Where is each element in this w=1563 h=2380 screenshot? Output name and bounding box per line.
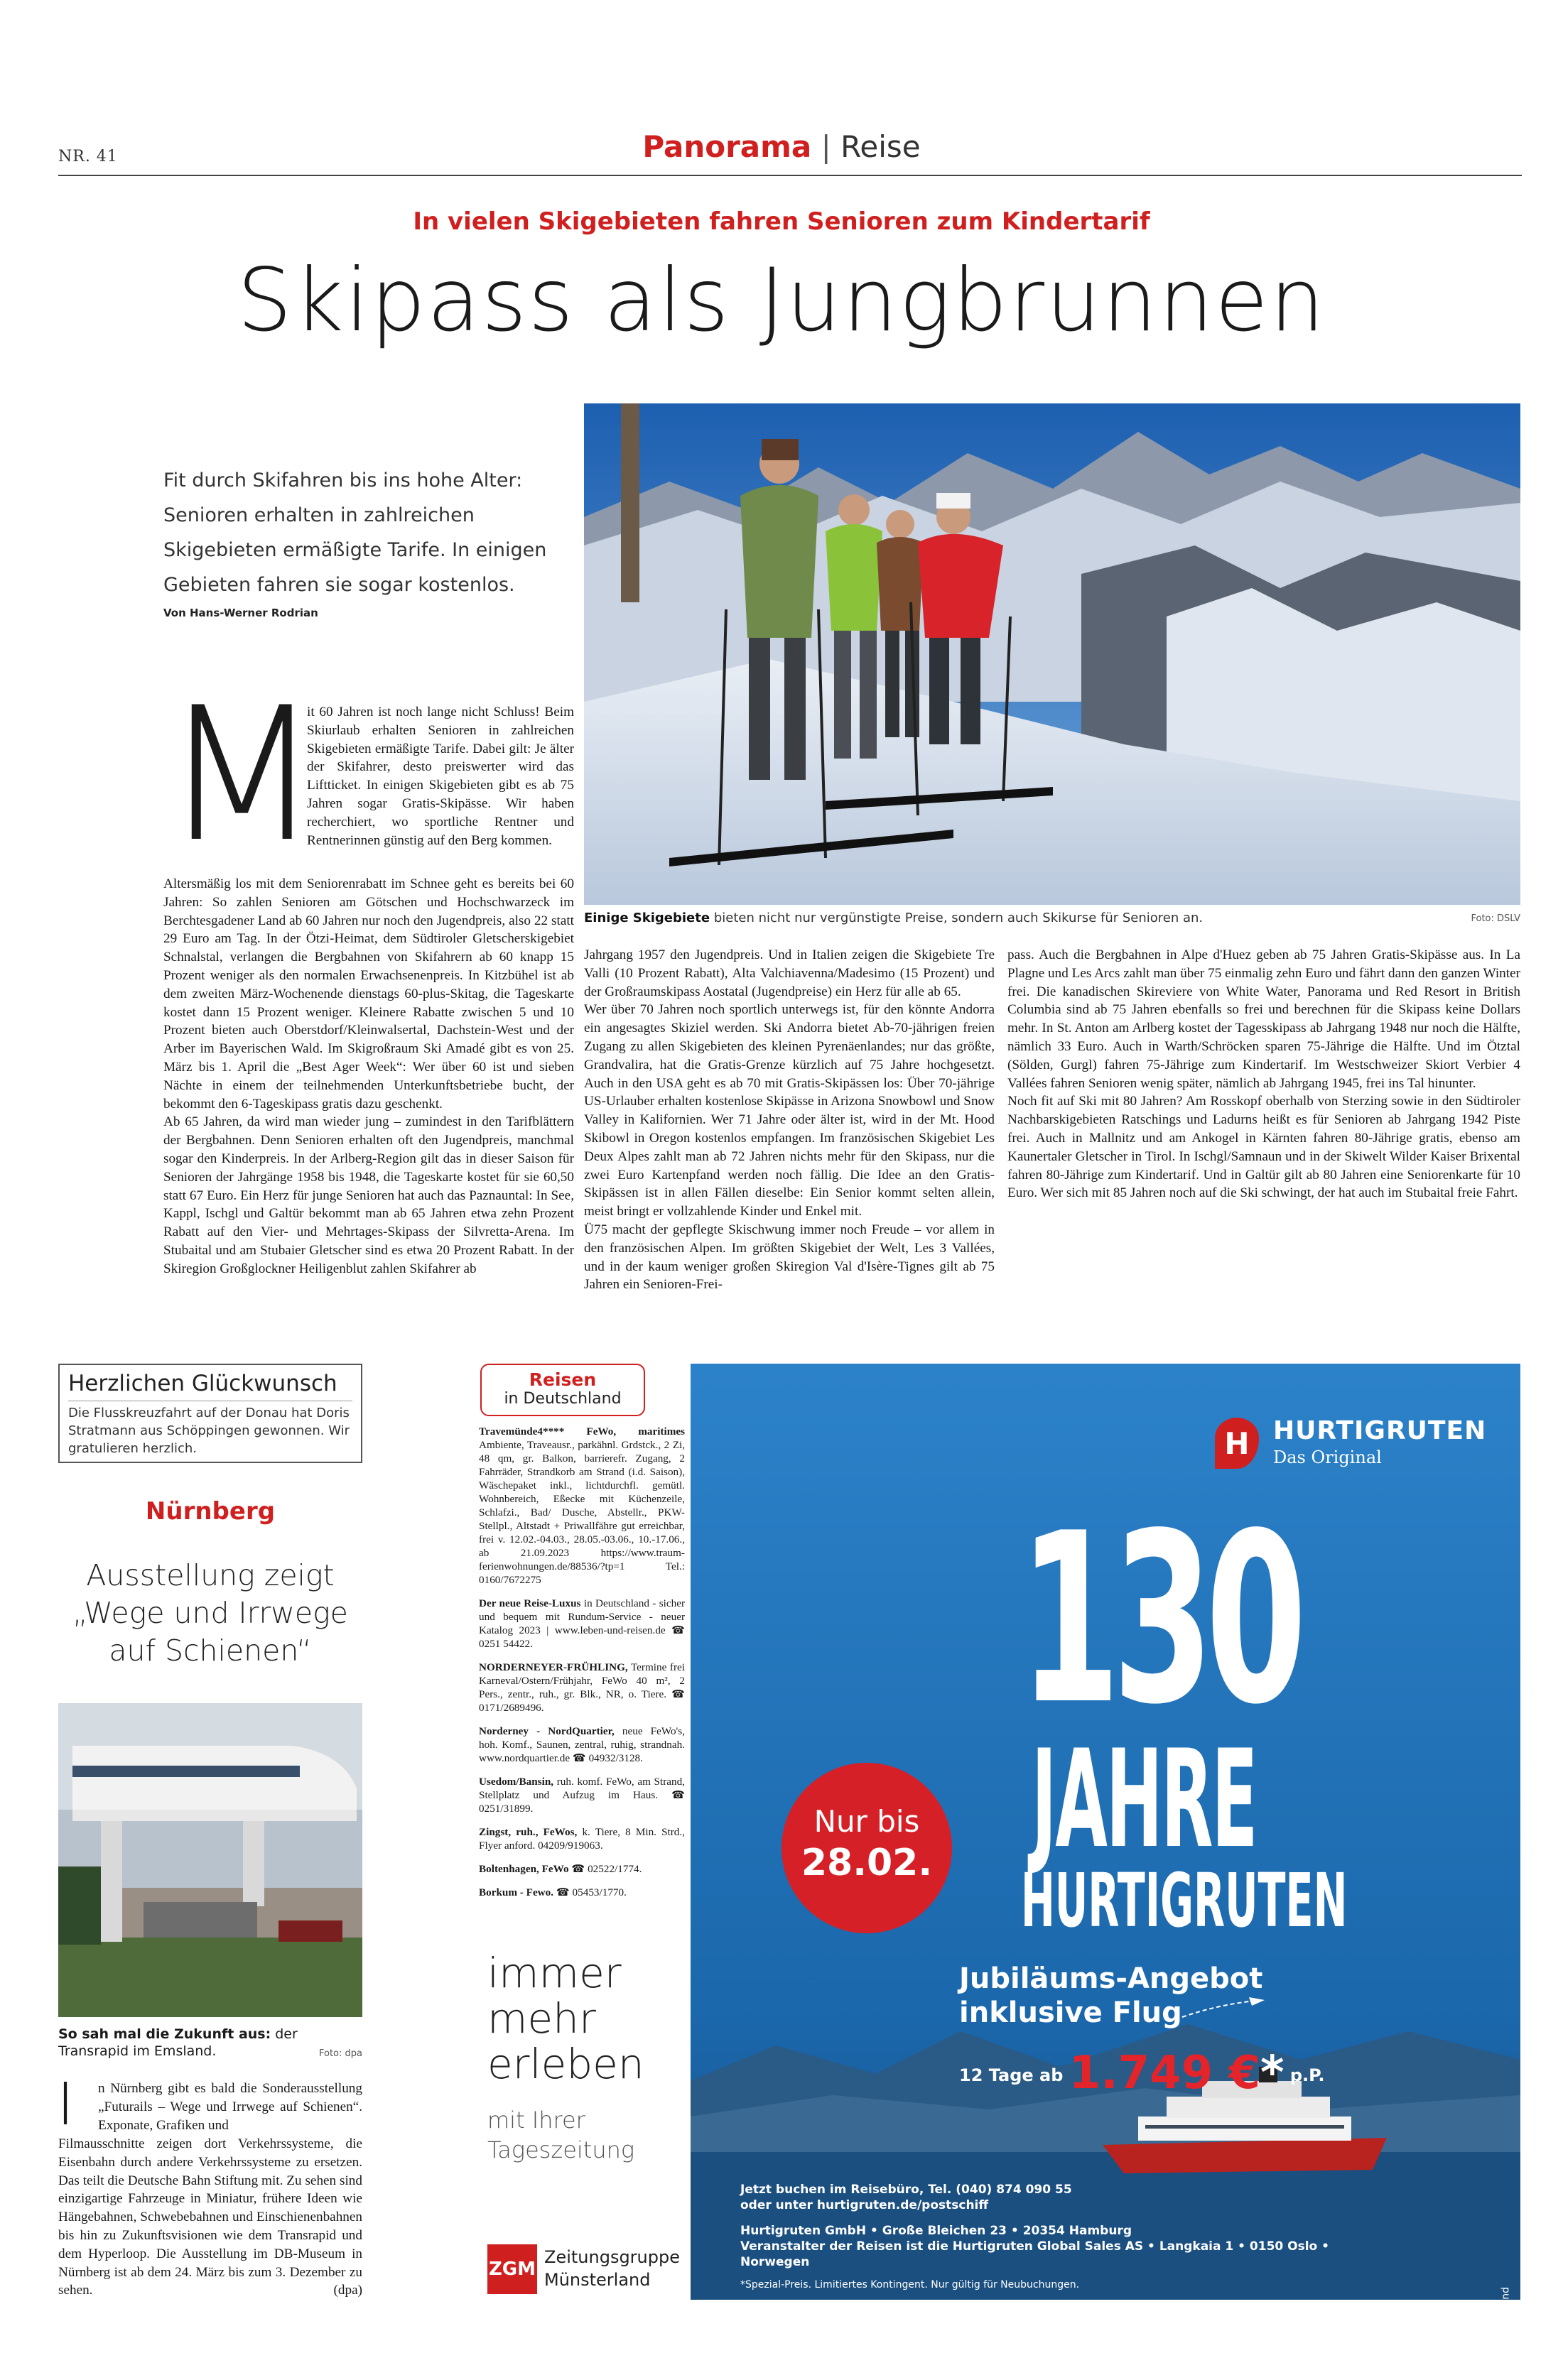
ad-footer	[740, 2182, 1380, 2293]
congrats-body: Die Flusskreuzfahrt auf der Donau hat Doris Stratmann aus Schöppingen gewonnen. Wir gratulieren herzlich.	[68, 1401, 352, 1457]
price-line	[959, 2040, 1325, 2099]
classified-ad	[479, 1597, 685, 1651]
price-value	[1069, 2047, 1285, 2099]
ad-brand-word: HURTIGRUTEN	[1021, 1857, 1348, 1944]
offer-line2: inklusive Flug	[959, 1996, 1182, 2029]
transrapid-caption-lead: So sah mal die Zukunft aus:	[58, 2026, 271, 2042]
ad-number: 130	[1019, 1483, 1299, 1756]
classified-ad-lead: Borkum - Fewo.	[479, 1886, 554, 1898]
classified-ad	[479, 1886, 685, 1899]
photo-credit: Foto: DSLV	[1471, 913, 1520, 924]
transrapid-caption	[58, 2026, 362, 2060]
nuernberg-headline: Ausstellung zeigt „Wege und Irrwege auf Schienen“	[72, 1558, 348, 1668]
hurtigruten-brand-sub: Das Original	[1273, 1447, 1382, 1467]
article-col1: Altersmäßig los mit dem Seniorenrabatt im Schnee geht es bereits bei 60 Jahren: So zahlen Senioren am Götschen und Hochschwarzeck im Berchtesgadener Land ab 60 Jahren nur noch den Jugendpreis, also 22 statt 29 Euro am Tag. In der Ötzi-Heimat, dem Südtiroler Gletscherskigebiet Schnalstal, verlangen die Bergbahnen von Skifahrern ab 60 knapp 15 Prozent weniger als den normalen Erwachsenenpreis. In Kitzbühel ist ab dem zweiten März-Wochenende dienstags 60-plus-Skitag, die Tageskarte kostet dann 15 Prozent weniger. Kleinere Rabatte zwischen 5 und 10 Prozent bieten auch Oberstdorf/Kleinwalsertal, Dachstein-West und der Arber im Bayerischen Wald. Im Skigroßraum Ski Amadé gibt es von 25. März bis 1. April die „Best Ager Week“: Wer über 60 ist und sieben Nächte in einem der teilnehmenden Unterkunftsbetriebe bucht, der bekommt den 6-Tageskipass gratis dazu geschenkt. Ab 65 Jahren, da wird man wieder jung – zumindest in den Tarifblättern der Bergbahnen. Denn Senioren erhalten oft den Jugendpreis, manchmal sogar den Kinderpreis. In der Arlberg-Region gilt das in dieser Saison für Senioren der Jahrgänge 1958 bis 1948, die Tageskarte kostet für sie 60,50 statt 67 Euro. Ein Herz für junge Senioren hat auch das Paznauntal: In See, Kappl, Ischgl und Galtür bekommt man ab 65 Jahren etwa zehn Prozent Rabatt auf den Vier- und Mehrtages-Skipass der Silvretta-Arena. Im Stubaital und am Stubaier Gletscher sind es etwa 20 Prozent Rabatt. In der Skiregion Großglockner Heiligenblut zahlen Skifahrer ab	[163, 876, 574, 1276]
issue-number: NR. 41	[58, 148, 118, 165]
classified-ad-text: Ambiente, Traveausr., parkähnl. Grdstck., 2 Zi, 48 qm, gr. Balkon, barrierefr. Zugang, 2 Fahrräder, Strandkorb am Strand (i.d. Saison), Wäschepaket inkl., lichtdurchfl. gemütl. Wohnbereich, Eßecke mit Küchenzeile, Schlafzi., Bad/ Dusche, Abstellr., PKW-Stellpl., Altstadt + Priwallfähre gut erreichbar, frei v. 12.02.-04.03., 28.05.-03.06., 10.-17.06., ab 21.09.2023 https://www.traum-ferienwohnungen.de/88536/?tp=1 Tel.: 0160/7672275	[479, 1439, 685, 1586]
classified-ad-lead: Travemünde4**** FeWo, maritimes	[479, 1425, 685, 1438]
nuernberg-source: (dpa)	[333, 2283, 362, 2298]
ski-photo-illustration	[584, 403, 1520, 905]
classified-ad-text: ☎ 05453/1770.	[556, 1886, 627, 1898]
classified-ad-text: Termine frei Karneval/Ostern/Frühjahr, FeWo 40 m², 2 Pers., zentr., ruh., gr. Blk., NR, o. Tiere. ☎ 0171/2689496.	[479, 1661, 685, 1714]
article-kicker: In vielen Skigebieten fahren Senioren zum Kindertarif	[413, 207, 1150, 236]
zgm-logo	[487, 2244, 686, 2294]
deadline-badge	[782, 1763, 952, 1933]
hurtigruten-logo-mark: H	[1215, 1418, 1259, 1469]
deadline-date: 28.02.	[801, 1842, 933, 1884]
section-name: Panorama	[642, 129, 812, 164]
nuernberg-dropcap: I	[57, 2071, 75, 2139]
ad-jahre: JAHRE	[1032, 1721, 1257, 1878]
classified-ad-lead: Boltenhagen, FeWo	[479, 1863, 569, 1875]
article-teaser: Fit durch Skifahren bis ins hohe Alter: Senioren erhalten in zahlreichen Skigebieten ermäßigte Tarife. In einigen Gebieten fahren sie sogar kostenlos.	[163, 469, 547, 596]
classified-ad-text: in Deutschland - sicher und bequem mit Rundum-Service - neuer Katalog 2023 | www.leben-und-reisen.de ☎ 0251 54422.	[479, 1597, 686, 1650]
classified-ad-text: ☎ 02522/1774.	[571, 1863, 642, 1875]
photo-caption-text: bieten nicht nur vergünstigte Preise, sondern auch Skikurse für Senioren an.	[713, 911, 1204, 925]
reisen-title: Reisen	[529, 1369, 597, 1390]
nuernberg-kicker: Nürnberg	[145, 1497, 276, 1526]
zgm-name: Zeitungsgruppe Münsterland	[544, 2247, 680, 2290]
classified-ad-text: k. Tiere, 8 Min. Strd., Flyer anford. 04209/919063.	[479, 1826, 685, 1852]
photo-caption-lead: Einige Skigebiete	[584, 911, 710, 925]
congrats-box	[58, 1364, 362, 1463]
classified-ad-lead: Usedom/Bansin,	[479, 1776, 554, 1788]
ad-operator: Veranstalter der Reisen ist die Hurtigruten Global Sales AS • Langkaia 1 • 0150 Oslo • Norwegen	[740, 2239, 1330, 2269]
classified-ads	[479, 1425, 685, 1909]
article-col3: pass. Auch die Bergbahnen in Alpe d'Huez geben ab 75 Jahren Gratis-Skipässe aus. In La Plagne und Les Arcs zahlt man über 75 einmalig zehn Euro und fährt dann den ganzen Winter frei. Die kanadischen Skireviere von White Water, Panorama und Red Resort in British Columbia sind ab 75 Jahren ebenfalls so frei und berechnen für die Skipass keine Dollars mehr. In St. Anton am Arlberg kostet der Tagesskipass ab Jahrgang 1948 nur noch die Hälfte, nämlich 33 Euro. Auch in Warth/Schröcken sparen 75-Jährige die Hälfte. Und im Ötztal (Sölden, Gurgl) fahren 75-Jährige zum Kindertarif. Im Westschweizer Skiort Verbier 4 Vallées fahren Senioren wenig später, nämlich ab Jahrgang 1945, frei ins Tal hinunter. Noch fit auf Ski mit 80 Jahren? Am Rosskopf oberhalb von Sterzing sowie in den Südtiroler Nachbarskigebieten Ratschings und Ladurns heißt es für Senioren ab Jahrgang 1942 Piste frei. Auch in Mallnitz und am Ankogel in Kärnten fahren 80-Jährige gratis, ebenso am Kaunertaler Gletscher in Tirol. In Ischgl/Samnaun und in der Skiwelt Wilder Kaiser Brixental fahren 80-Jährige zum Kindertarif. Und in Galtür gilt ab 80 Jahren eine Seniorenkarte für 10 Euro. Wer sich mit 85 Jahren noch auf die Ski schwingt, der hat auch im Stubaital freie Fahrt.	[1007, 947, 1520, 1201]
transrapid-caption-text: der Transrapid im Emsland.	[58, 2026, 298, 2059]
hurtigruten-ad[interactable]	[691, 1364, 1520, 2380]
header-rule	[58, 175, 1522, 176]
classified-ad-lead: Zingst, ruh., FeWos,	[479, 1826, 578, 1838]
section-header	[0, 129, 1563, 164]
price-amount: 1.749 €	[1069, 2047, 1261, 2099]
congrats-title: Herzlichen Glückwunsch	[68, 1371, 337, 1396]
classified-ad-text: neue FeWo's, hoh. Komf., Saunen, zentral, ruhig, strandnah. www.nordquartier.de ☎ 04932/3128.	[479, 1725, 686, 1764]
newspaper-promo	[487, 1950, 686, 2165]
hurtigruten-brand: HURTIGRUTEN	[1273, 1416, 1487, 1445]
article-col2: Jahrgang 1957 den Jugendpreis. Und in Italien zeigen die Skigebiete Tre Valli (10 Prozent Rabatt), Alta Valchiavenna/Madesimo (15 Prozent) und der Großraumskipass Aostatal (Jugendpreise) ein Herz für alle ab 65. Wer über 70 Jahren noch sportlich unterwegs ist, für den könnte Andorra ein angesagtes Skiziel werden. Ski Andorra bietet Ab-70-jährigen freien Zugang zu allen Skigebieten des kleinen Pyrenäenlandes; nur das größte, Grandvalira, hat die Gratis-Grenze kürzlich auf 75 Jahre hochgesetzt. Auch in den USA geht es ab 70 mit Gratis-Skipässen los: Über 70-jährige US-Urlauber erhalten kostenlose Skipässe in Arizona Snowbowl und Snow Valley in Kalifornien. Wer 71 Jahre oder älter ist, wird in der Mt. Hood Skibowl in Oregon kostenlos empfangen. Im französischen Skigebiet Les Deux Alpes zahlt man ab 72 Jahren nichts mehr für den Skipass, nur die zwei Euro Kartenpfand werden noch fällig. Die Idee an den Gratis-Skipässen ist in allen Fällen dieselbe: Ein Senior kommt selten allein, meist bringt er vollzahlende Kinder und Enkel mit. Ü75 macht der gepflegte Skischwung immer noch Freude – vor allem in den französischen Alpen. Im größten Skigebiet der Welt, Les 3 Vallées, und in der kaum weniger großen Skiregion Val d'Isère-Tignes gilt ab 75 Jahren ein Senioren-Frei-	[584, 947, 995, 1293]
transrapid-credit: Foto: dpa	[318, 2048, 362, 2059]
dropcap: M	[162, 668, 322, 883]
article-headline: Skipass als Jungbrunnen	[237, 250, 1326, 351]
deadline-label: Nur bis	[813, 1804, 920, 1839]
ad-company: Hurtigruten GmbH • Große Bleichen 23 • 20354 Hamburg	[740, 2224, 1132, 2238]
classified-ad	[479, 1661, 685, 1715]
reisen-header	[480, 1364, 645, 1416]
article-byline: Von Hans-Werner Rodrian	[163, 607, 318, 619]
airplane-icon	[1181, 1996, 1266, 2024]
classified-ad-lead: NORDERNEYER-FRÜHLING,	[479, 1661, 628, 1673]
ad-booking-url: oder unter hurtigruten.de/postschiff	[740, 2198, 989, 2212]
price-star: *	[1260, 2047, 1285, 2099]
nuernberg-body-text: Filmausschnitte zeigen dort Verkehrssysteme, die Eisenbahn durch andere Verkehrssysteme zu ersetzen. Das teilt die Deutsche Bahn Stiftung mit. Zu sehen sind einzigartige Fahrzeuge in Miniatur, frühere Ideen wie Hängebahnen, Schwebebahnen und Einschienenbahnen bis hin zu Zukunftsvisionen wie dem Transrapid und dem Hyperloop. Die Ausstellung im DB-Museum in Nürnberg ist ab dem 24. März bis zum 3. Dezember zu sehen.	[58, 2136, 362, 2298]
transrapid-photo	[58, 1703, 362, 2017]
offer-line1: Jubiläums-Angebot	[959, 1962, 1263, 1995]
classified-ad	[479, 1724, 685, 1765]
classified-ad-lead: Der neue Reise-Luxus	[479, 1597, 581, 1609]
zgm-logo-mark: ZGM	[487, 2244, 537, 2294]
article-col1-top: it 60 Jahren ist noch lange nicht Schluss! Beim Skiurlaub erhalten Senioren in zahlreichen Skigebieten ermäßigte Tarife. Dabei gilt: Je älter der Skifahrer, desto preiswerter wird das Liftticket. In einigen Skigebieten gibt es ab 75 Jahren sogar Gratis-Skipässe. Wir haben recherchiert, wo sportliche Rentner und Rentnerinnen günstig auf den Berg kommen.	[307, 705, 574, 848]
ad-photo-credit: ©Helge Grimsland	[1500, 2287, 1512, 2380]
price-prefix: 12 Tage ab	[959, 2065, 1064, 2085]
classified-ad	[479, 1775, 685, 1815]
classified-ad-lead: Norderney - NordQuartier,	[479, 1725, 615, 1737]
photo-caption	[584, 911, 1520, 925]
ad-footnote: *Spezial-Preis. Limitiertes Kontingent. Nur gültig für Neubuchungen.	[740, 2279, 1080, 2291]
nuernberg-body	[58, 2135, 362, 2300]
ski-photo	[584, 403, 1520, 905]
nuernberg-body-top: n Nürnberg gibt es bald die Sonderausstellung „Futurails – Wege und Irrwege auf Schienen“. Exponate, Grafiken und	[98, 2081, 362, 2133]
classified-ad	[479, 1825, 685, 1852]
price-suffix: p.P.	[1289, 2065, 1325, 2085]
classified-ad	[479, 1862, 685, 1876]
classified-ad-text: ruh. komf. FeWo, am Strand, Stellplatz und Aufzug im Haus. ☎ 0251/31899.	[479, 1776, 685, 1815]
reisen-subtitle: in Deutschland	[504, 1390, 622, 1408]
promo-subline: mit Ihrer Tageszeitung	[487, 2107, 635, 2163]
ad-booking-phone: Jetzt buchen im Reisebüro, Tel. (040) 874 090 55	[740, 2183, 1072, 2197]
transrapid-illustration	[58, 1703, 362, 2017]
subsection-name: Reise	[840, 129, 921, 164]
hurtigruten-logo	[1215, 1415, 1487, 1472]
promo-slogan: immer mehr erleben	[487, 1949, 644, 2088]
classified-ad	[479, 1425, 685, 1587]
section-separator: |	[821, 129, 831, 164]
